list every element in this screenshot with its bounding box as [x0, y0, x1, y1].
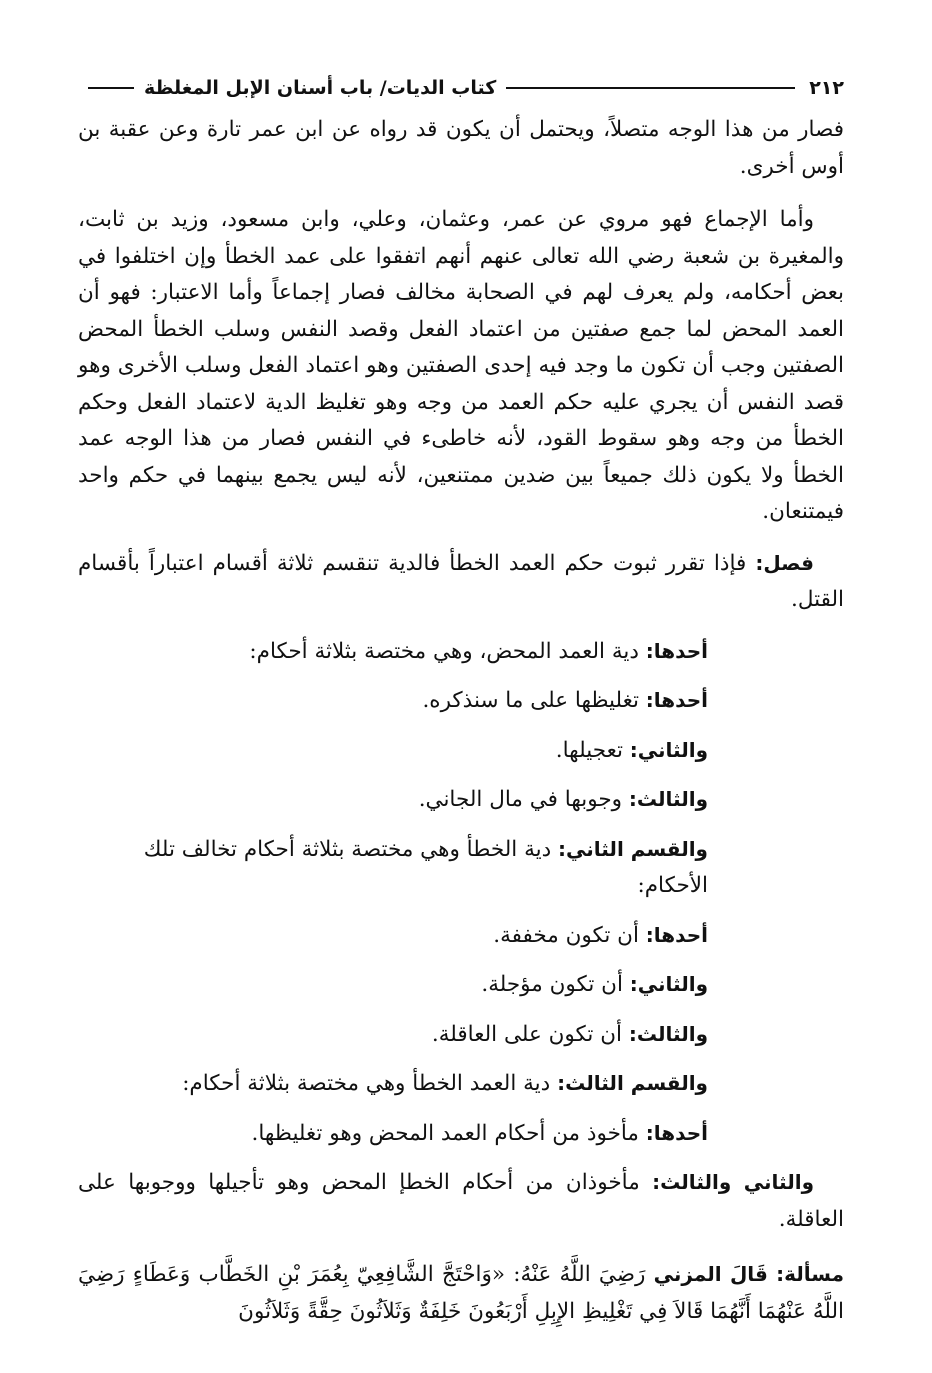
item-label: والثالث: [628, 787, 708, 811]
fasl-text: فإذا تقرر ثبوت حكم العمد الخطأ فالدية تنقسم ثلاثة أقسام اعتباراً بأقسام القتل. [78, 550, 844, 612]
fasl-label: فصل: [755, 550, 814, 575]
header-title: كتاب الديات/ باب أسنان الإبل المغلظة [144, 77, 497, 99]
item-label: أحدها: [645, 922, 708, 947]
list-item [78, 781, 844, 819]
item-label: والقسم الثالث: [557, 1071, 708, 1095]
list-item [78, 966, 844, 1004]
item-label: أحدها: [645, 638, 708, 663]
list-item [78, 633, 844, 671]
header-rule [506, 87, 795, 89]
paragraph-1: فصار من هذا الوجه متصلاً، ويحتمل أن يكون قد رواه عن ابن عمر تارة وعن عقبة بن أوس أخرى. [78, 117, 844, 179]
item-text: تغليظها على ما سنذكره. [422, 688, 639, 713]
masala-paragraph [78, 1256, 844, 1330]
list-item [78, 1115, 844, 1153]
item-text: أن تكون مؤجلة. [481, 972, 623, 997]
final-item-text: مأخوذان من أحكام الخطإ المحض وهو تأجيلها ووجوبها على العاقلة. [78, 1170, 844, 1232]
running-header [78, 72, 844, 104]
list-item [78, 1065, 844, 1103]
final-item-label: والثاني والثالث: [652, 1170, 815, 1194]
masala-speaker: قَالَ المزني [653, 1262, 768, 1286]
list-item [78, 1016, 844, 1054]
paragraph-2: وأما الإجماع فهو مروي عن عمر، وعثمان، وعلي، وابن مسعود، وزيد بن ثابت، والمغيرة بن شعبة رضي الله تعالى عنهم أنهم اتفقوا على عمد الخطأ وإن اختلفوا في بعض أحكامه، ولم يعرف لهم في الصحابة مخالف فصار إجماعاً وأما الاعتبار: فهو أن العمد المحض لما جمع صفتين من اعتماد الفعل وقصد النفس وسلب الخطأ المحض الصفتين وجب أن تكون ما وجد فيه إحدى الصفتين وهو اعتماد الفعل وسلب الأخرى وهو قصد النفس أن يجري عليه حكم العمد من وجه وهو تغليظ الدية لاعتماد الفعل وحكم الخطأ من وجه وهو سقوط القود، لأنه خاطىء في النفس فصار من هذا الوجه عمد الخطأ ولا يكون ذلك جميعاً بين ضدين ممتنعين، لأنه ليس يجمع بينهما في حكم واحد فيمتنعان. [78, 207, 844, 524]
page-body [78, 112, 844, 1330]
item-label: والقسم الثاني: [558, 836, 708, 861]
masala-label: مسألة: [776, 1262, 844, 1286]
fasl-paragraph [78, 545, 844, 619]
final-item [78, 1164, 844, 1238]
item-label: أحدها: [645, 688, 708, 712]
header-rule-short [88, 87, 134, 89]
item-text: دية العمد المحض، وهي مختصة بثلاثة أحكام: [249, 638, 639, 664]
item-text: أن تكون مخففة. [493, 922, 639, 948]
item-text: وجوبها في مال الجاني. [418, 787, 622, 812]
item-text: دية العمد الخطأ وهي مختصة بثلاثة أحكام: [182, 1071, 551, 1096]
item-label: والثالث: [628, 1021, 708, 1046]
item-label: والثاني: [629, 972, 708, 996]
item-text: دية الخطأ وهي مختصة بثلاثة أحكام تخالف تلك الأحكام: [143, 836, 708, 898]
masala-text: رَضِيَ اللَّهُ عَنْهُ: «وَاحْتَجَّ الشَّافِعِيّ بِعُمَرَ بْنِ الخَطَّاب وَعَطَاءٍ رَضِيَ اللَّهُ عَنْهُمَا أَنَّهُمَا قَالاَ فِي تَغْلِيظِ الإِبِلِ أَرْبَعُونَ خَلِفَةٌ وَثَلاَثُونَ حِقَّةً وَثَلاَثُونَ [78, 1262, 844, 1324]
item-text: تعجيلها. [555, 737, 623, 763]
item-text: أن تكون على العاقلة. [431, 1021, 622, 1047]
item-label: والثاني: [629, 737, 708, 762]
list-item [78, 732, 844, 770]
page-number: ٢١٢ [809, 77, 844, 99]
list-item [78, 831, 844, 905]
item-text: مأخوذ من أحكام العمد المحض وهو تغليظها. [251, 1120, 639, 1146]
list-item [78, 917, 844, 955]
list-item [78, 682, 844, 720]
item-label: أحدها: [645, 1120, 708, 1145]
